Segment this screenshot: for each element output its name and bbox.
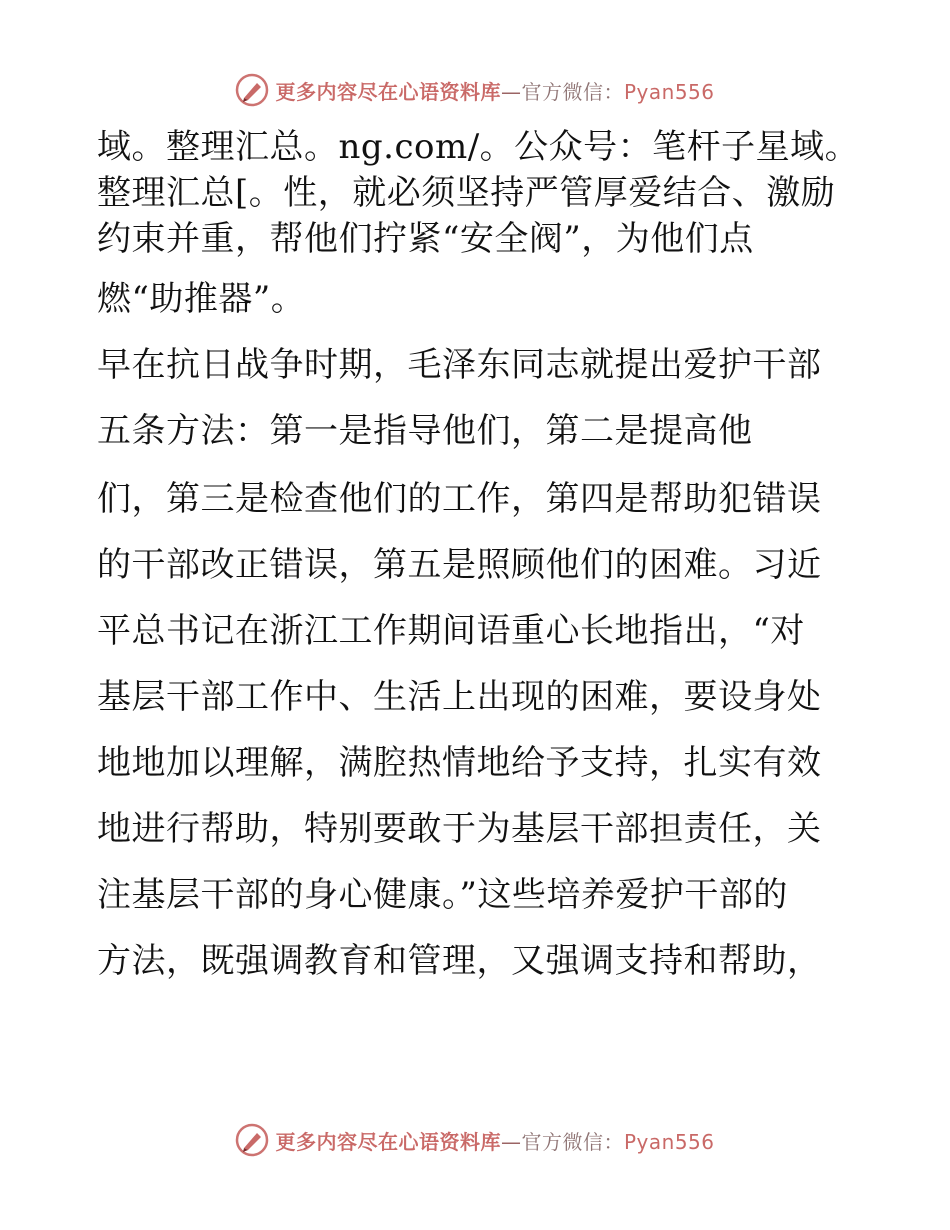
body-line: 燃“助推器”。 bbox=[97, 279, 306, 319]
header-banner-wechat-id: Pyan556 bbox=[623, 79, 715, 104]
body-line: 基层干部工作中、生活上出现的困难，要设身处 bbox=[97, 677, 822, 717]
pen-nib-logo-icon bbox=[235, 1123, 269, 1157]
body-line: 地进行帮助，特别要敢于为基层干部担责任，关 bbox=[97, 809, 822, 849]
pen-nib-logo-icon bbox=[235, 73, 269, 107]
header-banner-title: 更多内容尽在心语资料库 bbox=[275, 79, 501, 104]
body-line: 早在抗日战争时期，毛泽东同志就提出爱护干部 bbox=[97, 345, 822, 385]
footer-banner-title: 更多内容尽在心语资料库 bbox=[275, 1129, 501, 1154]
body-line: 域。整理汇总。ng.com/。公众号：笔杆子星域。 bbox=[97, 127, 860, 167]
page-header-banner bbox=[0, 70, 950, 110]
footer-banner-wechat-label: 官方微信： bbox=[521, 1129, 624, 1154]
body-line: 地地加以理解，满腔热情地给予支持，扎实有效 bbox=[97, 743, 822, 783]
header-banner-wechat-label: 官方微信： bbox=[521, 79, 624, 104]
body-line: 约束并重，帮他们拧紧“安全阀”，为他们点 bbox=[97, 219, 754, 259]
body-line: 的干部改正错误，第五是照顾他们的困难。习近 bbox=[97, 545, 822, 585]
body-line: 整理汇总[。性，就必须坚持严管厚爱结合、激励 bbox=[97, 173, 836, 213]
body-line: 平总书记在浙江工作期间语重心长地指出，“对 bbox=[97, 611, 805, 651]
body-line: 方法，既强调教育和管理，又强调支持和帮助， bbox=[97, 941, 822, 981]
document-body bbox=[97, 124, 860, 984]
header-banner-dash: — bbox=[500, 79, 522, 104]
footer-banner-dash: — bbox=[500, 1129, 522, 1154]
body-line: 五条方法：第一是指导他们，第二是提高他 bbox=[97, 411, 753, 451]
body-line: 注基层干部的身心健康。”这些培养爱护干部的 bbox=[97, 875, 788, 915]
footer-banner-wechat-id: Pyan556 bbox=[623, 1129, 715, 1154]
header-banner-text bbox=[275, 76, 714, 105]
body-line: 们，第三是检查他们的工作，第四是帮助犯错误 bbox=[97, 479, 822, 519]
page-footer-banner bbox=[0, 1120, 950, 1160]
footer-banner-text bbox=[275, 1126, 714, 1155]
